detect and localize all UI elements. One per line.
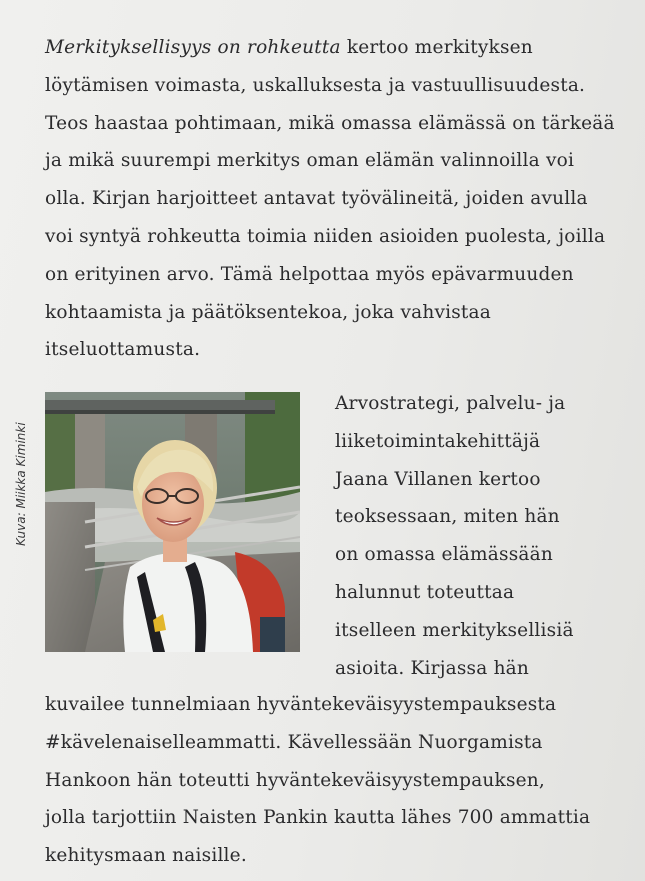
- photo-credit: Kuva: Miikka Kiminki: [14, 422, 28, 546]
- bio-line: teoksessaan, miten hän: [335, 506, 560, 528]
- bio-line: Hankoon hän toteutti hyväntekeväisyystempauksen,: [45, 769, 545, 791]
- intro-line: olla. Kirjan harjoitteet antavat työvälineitä, joiden avulla: [45, 188, 588, 210]
- bio-line: itselleen merkityksellisiä: [335, 619, 574, 641]
- intro-line: löytämisen voimasta, uskalluksesta ja vastuullisuudesta.: [45, 74, 586, 96]
- bio-line: on omassa elämässään: [335, 544, 553, 566]
- bio-line: Arvostrategi, palvelu- ja: [335, 393, 566, 414]
- intro-line: kohtaamista ja päätöksentekoa, joka vahvistaa: [45, 301, 492, 323]
- bio-line: #kävelenaiselleammatti. Kävellessään Nuorgamista: [45, 731, 543, 753]
- bio-line: kuvailee tunnelmiaan hyväntekeväisyystempauksesta: [45, 694, 557, 715]
- bio-line: asioita. Kirjassa hän: [335, 657, 530, 679]
- intro-line: on erityinen arvo. Tämä helpottaa myös epävarmuuden: [45, 263, 574, 285]
- intro-line: [45, 29, 615, 67]
- author-bio-continued: [45, 686, 590, 875]
- author-bio-side: [335, 385, 574, 687]
- intro-line: Teos haastaa pohtimaan, mikä omassa elämässä on tärkeää: [45, 112, 615, 134]
- book-title: Merkityksellisyys on rohkeutta: [45, 37, 341, 58]
- bio-line: kehitysmaan naisille.: [45, 845, 247, 867]
- author-photo-illustration: [45, 392, 300, 652]
- intro-line: voi syntyä rohkeutta toimia niiden asioiden puolesta, joilla: [45, 225, 606, 247]
- bio-line: jolla tarjottiin Naisten Pankin kautta lähes 700 ammattia: [45, 807, 591, 829]
- bio-line: liiketoimintakehittäjä: [335, 430, 541, 452]
- intro-line: itseluottamusta.: [45, 339, 201, 361]
- author-photo: [45, 392, 300, 652]
- intro-line: ja mikä suurempi merkitys oman elämän valinnoilla voi: [45, 150, 575, 172]
- bio-line: halunnut toteuttaa: [335, 581, 515, 603]
- bio-line: Jaana Villanen kertoo: [335, 468, 541, 490]
- intro-line-text: kertoo merkityksen: [340, 37, 533, 58]
- intro-paragraph: [45, 29, 615, 369]
